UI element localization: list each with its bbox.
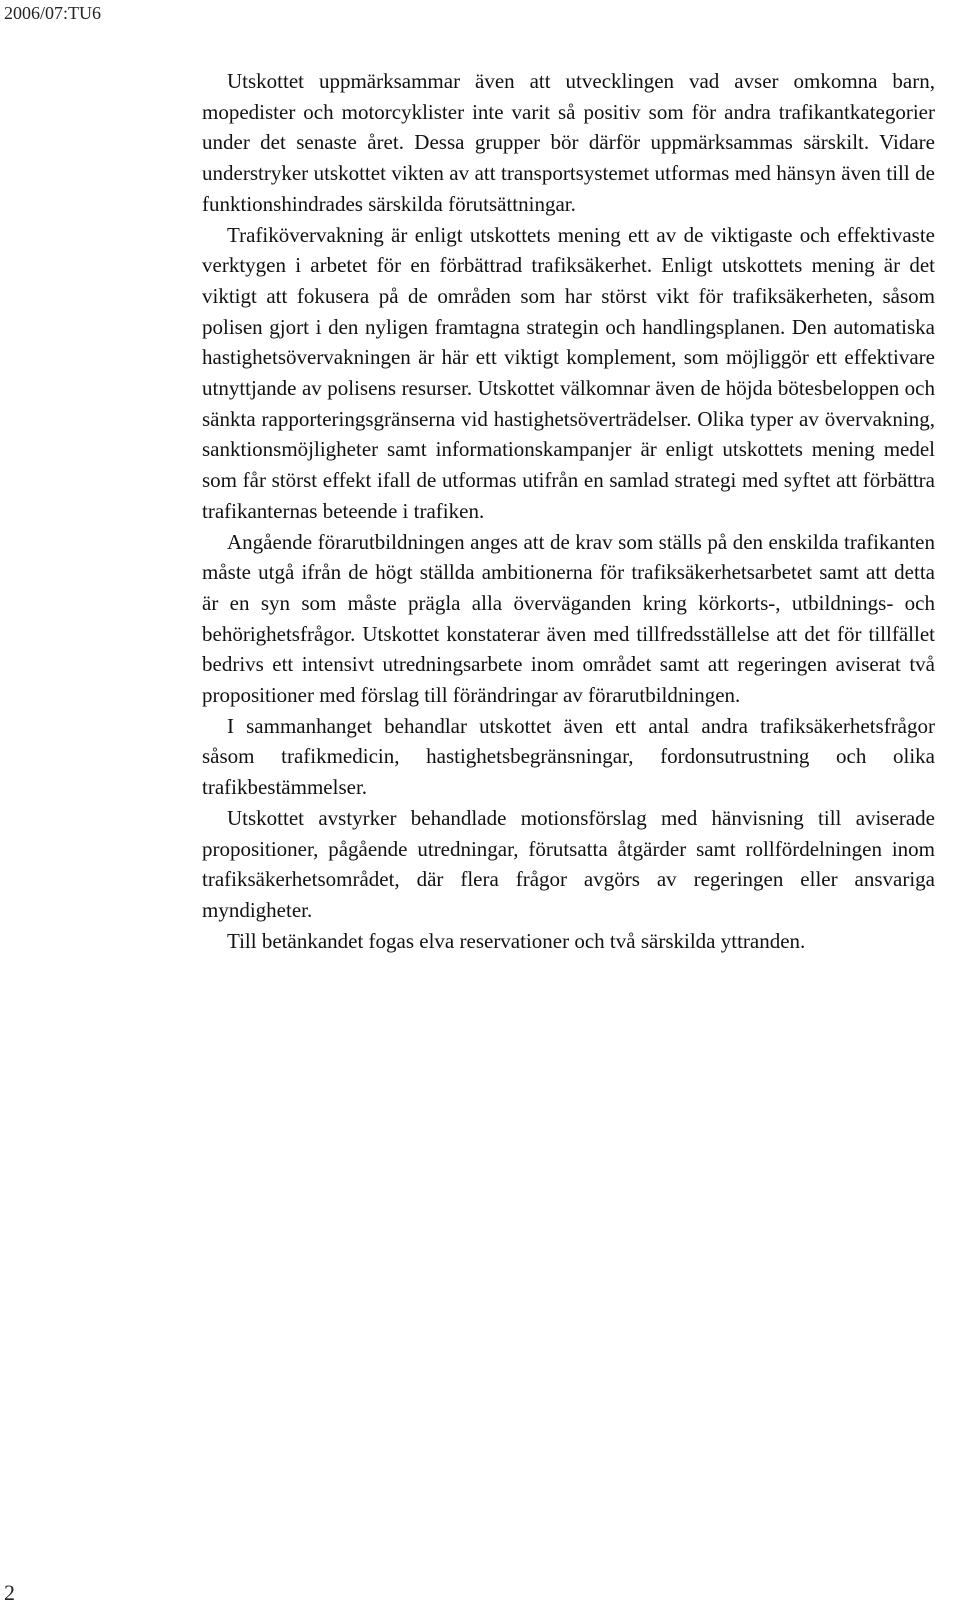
- paragraph-traffic-surveillance: Trafikövervakning är enligt utskottets mening ett av de viktigaste och effektivaste verktygen i arbetet för en förbättrad trafiksäkerhet. Enligt utskottets mening är det viktigt att fokusera på de områden som har störst vikt för trafiksäkerheten, såsom polisen gjort i den nyligen framtagna strategin och handlingsplanen. Den automatiska hastighetsövervakningen är här ett viktigt komplement, som möjliggör ett effektivare utnyttjande av polisens resurser. Utskottet välkomnar även de höjda bötesbeloppen och sänkta rapporteringsgränserna vid hastighetsöverträdelser. Olika typer av övervakning, sanktionsmöjligheter samt informationskampanjer är enligt utskottets mening medel som får störst effekt ifall de utformas utifrån en samlad strategi med syftet att förbättra trafikanternas beteende i trafiken.: [202, 222, 935, 523]
- paragraph-other-safety-issues: I sammanhanget behandlar utskottet även ett antal andra trafiksäkerhetsfrågor såsom trafikmedicin, hastighetsbegränsningar, fordonsutrustning och olika trafikbestämmelser.: [202, 713, 935, 800]
- paragraph-vulnerable-groups: Utskottet uppmärksammar även att utvecklingen vad avser omkomna barn, mopedister och motorcyklister inte varit så positiv som för andra trafikantkategorier under det senaste året. Dessa grupper bör därför uppmärksammas särskilt. Vidare understryker utskottet vikten av att transportsystemet utformas med hänsyn även till de funktionshindrades särskilda förutsättningar.: [202, 69, 935, 216]
- paragraph-reservations: Till betänkandet fogas elva reservationer och två särskilda yttranden.: [227, 928, 806, 953]
- document-identifier: 2006/07:TU6: [4, 3, 101, 23]
- paragraph-driver-education: Angående förarutbildningen anges att de krav som ställs på den enskilda trafikanten måste utgå ifrån de högt ställda ambitionerna för trafiksäkerhetsarbetet samt att detta är en syn som måste prägla alla överväganden kring körkorts-, utbildnings- och behörighetsfrågor. Utskottet konstaterar även med tillfredsställelse att det för tillfället bedrivs ett intensivt utredningsarbete inom området samt att regeringen aviserat två propositioner med förslag till förändringar av förarutbildningen.: [202, 529, 935, 708]
- document-body: [202, 66, 935, 956]
- page-number: 2: [4, 1580, 15, 1605]
- paragraph-motions-rejected: Utskottet avstyrker behandlade motionsförslag med hänvisning till aviserade propositioner, pågående utredningar, förutsatta åtgärder samt rollfördelningen inom trafiksäkerhetsområdet, där flera frågor avgörs av regeringen eller ansvariga myndigheter.: [202, 805, 935, 922]
